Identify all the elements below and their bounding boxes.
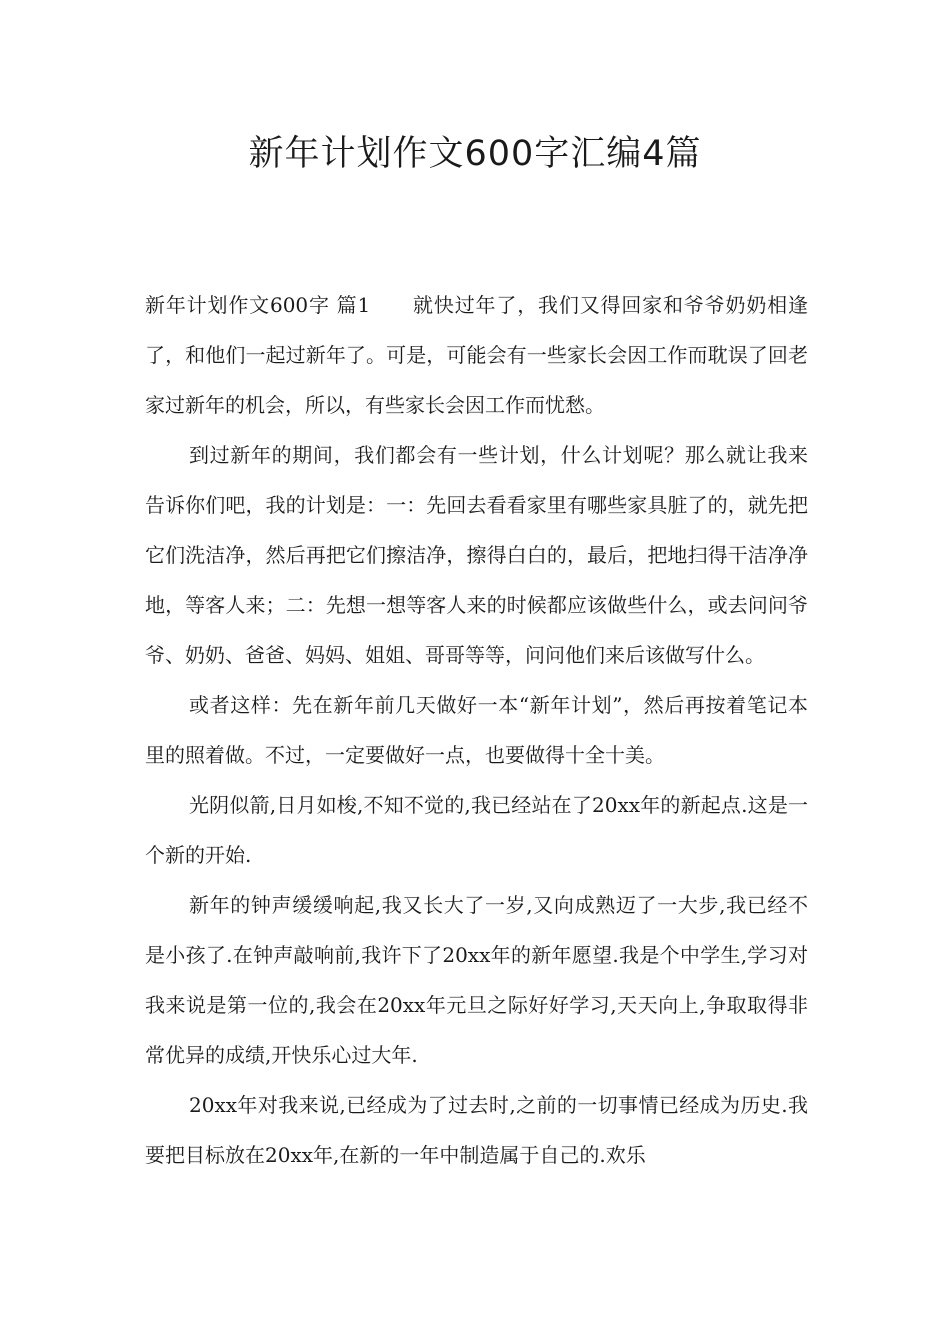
paragraph-2: 到过新年的期间，我们都会有一些计划，什么计划呢？那么就让我来告诉你们吧，我的计划是：一：先回去看看家里有哪些家具脏了的，就先把它们洗洁净，然后再把它们擦洁净，擦得白白的，最后，把地扫得干洁净净地，等客人来；二：先想一想等客人来的时候都应该做些什么，或去问问爷爷、奶奶、爸爸、妈妈、姐姐、哥哥等等，问问他们来后该做写什么。 — [145, 443, 808, 667]
paragraph-4: 光阴似箭,日月如梭,不知不觉的,我已经站在了20xx年的新起点.这是一个新的开始. — [145, 793, 808, 867]
document-title: 新年计划作文600字汇编4篇 — [248, 134, 702, 174]
section-number: 篇1 — [335, 293, 371, 317]
paragraph-3: 或者这样：先在新年前几天做好一本“新年计划”，然后再按着笔记本里的照着做。不过，一定要做好一点，也要做得十全十美。 — [145, 693, 808, 767]
paragraph-6: 20xx年对我来说,已经成为了过去时,之前的一切事情已经成为历史.我要把目标放在20xx年,在新的一年中制造属于自己的.欢乐 — [145, 1093, 808, 1167]
paragraph-1 — [145, 280, 808, 430]
section-heading: 新年计划作文600字 — [145, 293, 330, 317]
paragraph-1-text: 就快过年了，我们又得回家和爷爷奶奶相逢了，和他们一起过新年了。可是，可能会有一些家长会因工作而耽误了回老家过新年的机会，所以，有些家长会因工作而忧愁。 — [145, 293, 808, 417]
paragraph-5: 新年的钟声缓缓响起,我又长大了一岁,又向成熟迈了一大步,我已经不是小孩了.在钟声敲响前,我许下了20xx年的新年愿望.我是个中学生,学习对我来说是第一位的,我会在20xx年元旦之际好好学习,天天向上,争取取得非常优异的成绩,开快乐心过大年. — [145, 893, 808, 1067]
document-body — [145, 280, 808, 1180]
